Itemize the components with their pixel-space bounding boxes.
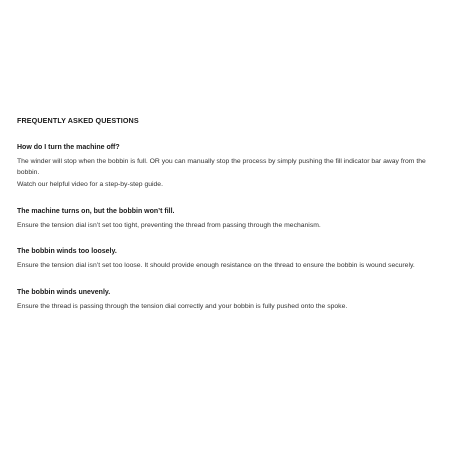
faq-question: The bobbin winds unevenly. (17, 288, 111, 296)
faq-answer: Ensure the tension dial isn’t set too loose. It should provide enough resistance on the thread to ensure the bobbin is wound securely. (17, 262, 415, 269)
faq-item-wont-fill (17, 207, 437, 232)
faq-section (17, 116, 437, 312)
faq-item-turn-off (17, 143, 437, 191)
faq-answer-video: Watch our helpful video for a step-by-step guide. (17, 181, 163, 188)
faq-item-winds-unevenly (17, 288, 437, 313)
faq-item-winds-loosely (17, 247, 437, 272)
faq-answer: Ensure the thread is passing through the tension dial correctly and your bobbin is fully pushed onto the spoke. (17, 302, 348, 310)
faq-answer: The winder will stop when the bobbin is full. OR you can manually stop the process by simply pushing the fill indicator bar away from the bobbin. (17, 158, 426, 176)
faq-answer: Ensure the tension dial isn’t set too tight, preventing the thread from passing through the mechanism. (17, 221, 321, 229)
faq-question: The bobbin winds too loosely. (17, 248, 117, 255)
faq-question: How do I turn the machine off? (17, 144, 120, 151)
faq-title: FREQUENTLY ASKED QUESTIONS (17, 116, 139, 125)
faq-question: The machine turns on, but the bobbin won’t fill. (17, 207, 175, 215)
